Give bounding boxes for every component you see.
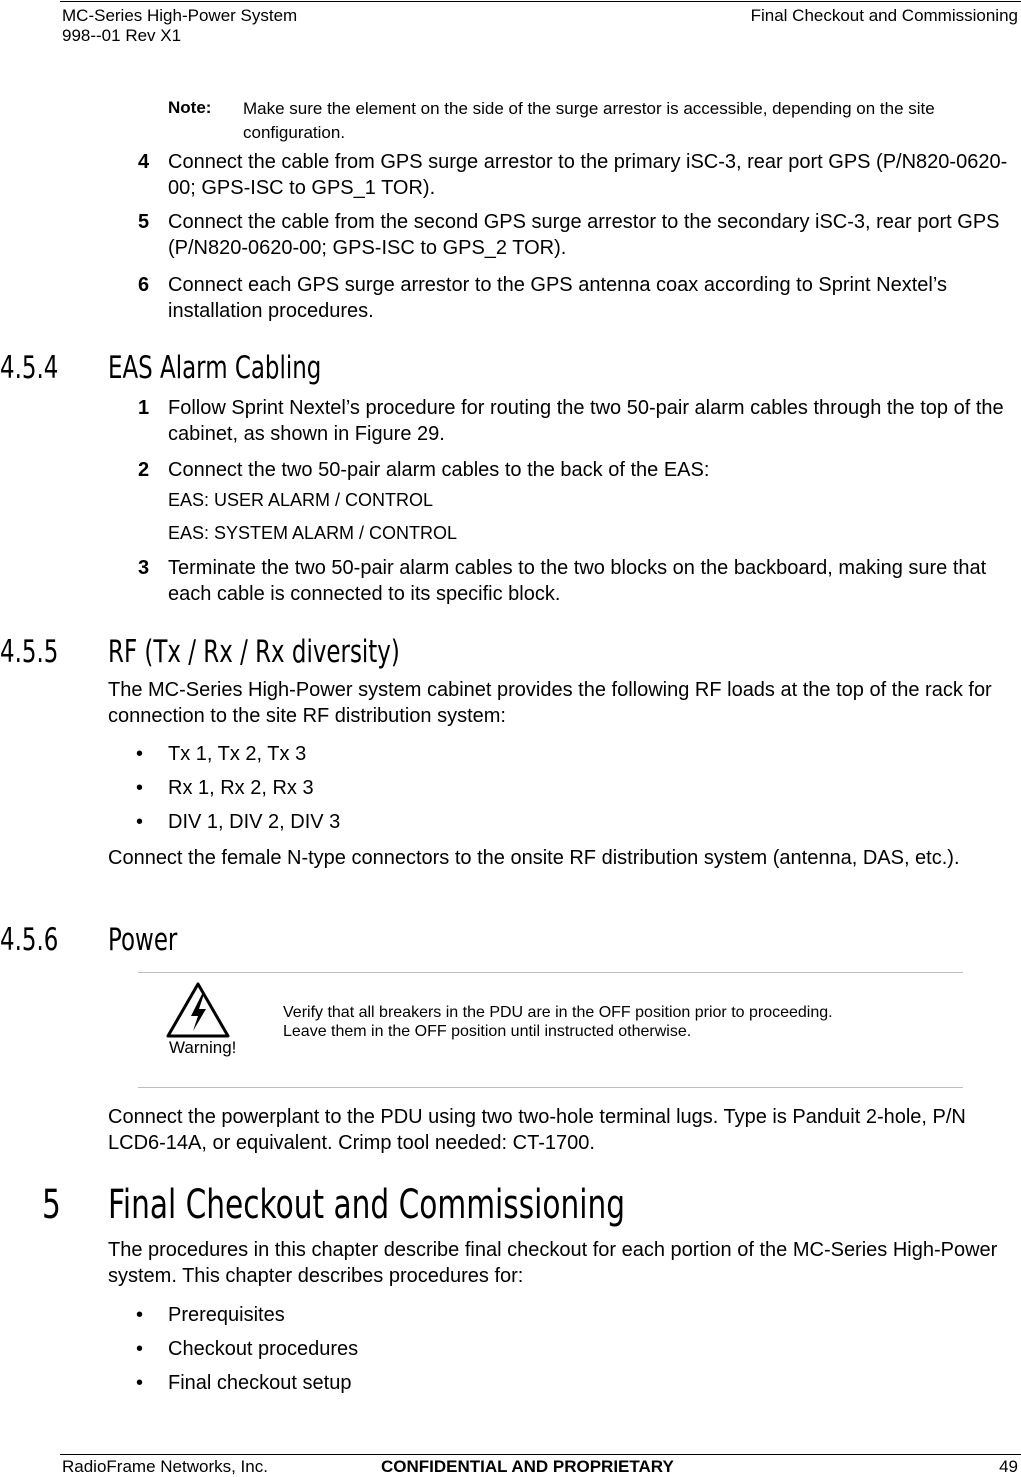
rf-intro-paragraph: The MC-Series High-Power system cabinet provides the following RF loads at the top of the rack for connection to the site RF distribution system: [108,679,992,727]
section-4-5-5-number: 4.5.5 [0,634,59,670]
ch5-bullet-prerequisites: Prerequisites [168,1304,285,1326]
footer-page-number: 49 [999,1457,1018,1476]
rf-bullet-div: DIV 1, DIV 2, DIV 3 [168,811,341,833]
rf-bullet-2-glyph: • [136,777,144,799]
eas-step-2-number: 2 [138,459,150,481]
ch5-bullet-1-glyph: • [136,1304,144,1326]
gps-step-4-text: Connect the cable from GPS surge arrestor to the primary iSC-3, rear port GPS (P/N820-0620-00; GPS-ISC to GPS_1 TOR). [168,151,1008,199]
rf-bullet-3-glyph: • [136,811,144,833]
header-chapter-title: Final Checkout and Commissioning [750,6,1018,25]
footer-company: RadioFrame Networks, Inc. [62,1457,268,1476]
footer-rule [60,1454,1021,1455]
eas-step-1-text: Follow Sprint Nextel’s procedure for routing the two 50-pair alarm cables through the top of the cabinet, as shown in Figure 29. [168,397,1004,445]
ch5-bullet-3-glyph: • [136,1372,144,1394]
ch5-bullet-checkout-procedures: Checkout procedures [168,1338,359,1360]
chapter-5-number: 5 [42,1182,61,1228]
eas-step-3-text: Terminate the two 50-pair alarm cables to the two blocks on the backboard, making sure that each cable is connected to its specific block. [168,557,987,605]
ch5-bullet-final-checkout-setup: Final checkout setup [168,1372,352,1394]
warning-label: Warning! [169,1038,237,1057]
eas-step-1-number: 1 [138,397,150,419]
warning-bottom-rule [138,1087,963,1088]
header-top-rule [60,1,1021,2]
header-doc-title: MC-Series High-Power System [62,6,298,25]
warning-top-rule [138,972,963,973]
gps-step-6-number: 6 [138,274,150,296]
ch5-bullet-2-glyph: • [136,1338,144,1360]
warning-icon [166,982,230,1038]
note-text: Make sure the element on the side of the surge arrestor is accessible, depending on the site configuration. [243,99,935,142]
chapter-5-intro: The procedures in this chapter describe final checkout for each portion of the MC-Series High-Power system. This chapter describes procedures for: [108,1239,998,1287]
gps-step-5-number: 5 [138,211,150,233]
rf-bullet-tx: Tx 1, Tx 2, Tx 3 [168,743,307,765]
section-4-5-6-number: 4.5.6 [0,922,59,958]
rf-bullet-1-glyph: • [136,743,144,765]
section-4-5-4-title: EAS Alarm Cabling [108,350,322,386]
section-4-5-4-number: 4.5.4 [0,350,59,386]
header-doc-rev: 998--01 Rev X1 [62,26,182,45]
gps-step-5-text: Connect the cable from the second GPS surge arrestor to the secondary iSC-3, rear port GPS (P/N820-0620-00; GPS-ISC to GPS_2 TOR). [168,211,1000,259]
eas-step-3-number: 3 [138,557,150,579]
power-paragraph: Connect the powerplant to the PDU using two two-hole terminal lugs. Type is Panduit 2-hole, P/N LCD6-14A, or equivalent. Crimp tool needed: CT-1700. [108,1106,966,1154]
gps-step-6-text: Connect each GPS surge arrestor to the GPS antenna coax according to Sprint Nextel’s installation procedures. [168,274,947,322]
eas-user-alarm-line: EAS: USER ALARM / CONTROL [168,490,434,510]
note-label: Note: [168,98,212,117]
eas-step-2-text: Connect the two 50-pair alarm cables to the back of the EAS: [168,459,710,481]
section-4-5-6-title: Power [108,922,178,958]
rf-bullet-rx: Rx 1, Rx 2, Rx 3 [168,777,314,799]
warning-text-line-2: Leave them in the OFF position until instructed otherwise. [283,1023,692,1040]
chapter-5-title: Final Checkout and Commissioning [108,1182,625,1228]
eas-system-alarm-line: EAS: SYSTEM ALARM / CONTROL [168,523,458,543]
rf-connect-paragraph: Connect the female N-type connectors to the onsite RF distribution system (antenna, DAS, etc.). [108,847,960,869]
section-4-5-5-title: RF (Tx / Rx / Rx diversity) [108,634,400,670]
footer-confidential: CONFIDENTIAL AND PROPRIETARY [381,1457,674,1476]
warning-text-line-1: Verify that all breakers in the PDU are in the OFF position prior to proceeding. [283,1004,833,1021]
gps-step-4-number: 4 [138,151,150,173]
